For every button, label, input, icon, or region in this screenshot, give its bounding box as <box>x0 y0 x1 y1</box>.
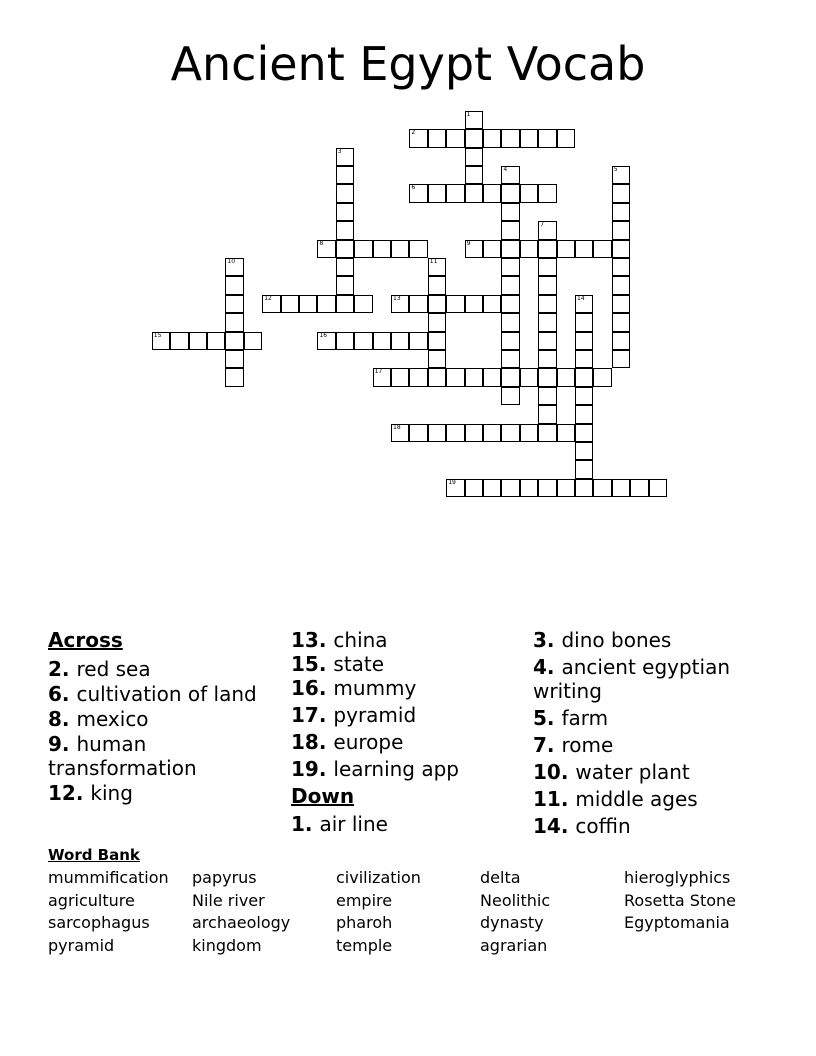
grid-cell[interactable] <box>612 203 630 221</box>
grid-cell[interactable] <box>225 350 243 368</box>
clue-num: 16. <box>291 676 334 700</box>
word-bank-word: archaeology <box>192 913 291 933</box>
grid-cell[interactable] <box>593 240 611 258</box>
grid-cell[interactable] <box>575 460 593 478</box>
clue-num: 10. <box>533 760 576 784</box>
grid-cell[interactable] <box>409 240 427 258</box>
grid-cell[interactable] <box>152 332 170 350</box>
grid-cell[interactable] <box>391 240 409 258</box>
grid-cell[interactable] <box>501 424 519 442</box>
clue-num: 6. <box>48 682 77 706</box>
word-bank-word: Rosetta Stone <box>624 890 737 910</box>
grid-cell[interactable] <box>225 332 243 350</box>
grid-cell[interactable] <box>557 368 575 386</box>
clue-num: 12. <box>48 781 91 805</box>
clue-num: 7. <box>533 733 562 757</box>
grid-cell[interactable] <box>501 221 519 239</box>
grid-cell[interactable] <box>501 276 519 294</box>
grid-cell[interactable] <box>575 405 593 423</box>
grid-cell[interactable] <box>391 368 409 386</box>
grid-cell[interactable] <box>428 295 446 313</box>
word-bank-column <box>480 867 550 957</box>
clue-number: 9 <box>466 239 471 247</box>
grid-cell[interactable] <box>612 240 630 258</box>
grid-cell[interactable] <box>428 184 446 202</box>
word-bank-word: civilization <box>336 868 421 887</box>
clue-num: 14. <box>533 814 576 838</box>
grid-cell[interactable] <box>373 240 391 258</box>
grid-cell[interactable] <box>501 368 519 386</box>
page-title: Ancient Egypt Vocab <box>170 37 646 91</box>
grid-cell[interactable] <box>501 332 519 350</box>
word-bank-column <box>336 867 421 957</box>
clue-number: 10 <box>227 258 236 265</box>
clue-num: 4. <box>533 655 562 679</box>
grid-cell[interactable] <box>336 332 354 350</box>
clue-num: 8. <box>48 707 77 731</box>
clue-num: 18. <box>291 730 334 754</box>
clue-text: rome <box>561 733 614 757</box>
grid-cell[interactable] <box>520 368 538 386</box>
grid-cell[interactable] <box>189 332 207 350</box>
grid-cell[interactable] <box>336 166 354 184</box>
clues-column-2 <box>291 628 521 836</box>
grid-cell[interactable] <box>538 313 556 331</box>
clue-num: 5. <box>533 706 562 730</box>
clue-number: 2 <box>411 129 416 137</box>
grid-cell[interactable] <box>428 424 446 442</box>
clue-item <box>533 706 773 730</box>
grid-cell[interactable] <box>409 295 427 313</box>
clues-column-1 <box>48 628 278 805</box>
word-bank-word: kingdom <box>192 935 262 955</box>
grid-cell[interactable] <box>465 295 483 313</box>
grid-cell[interactable] <box>446 295 464 313</box>
grid-cell[interactable] <box>465 240 483 258</box>
clue-item <box>533 655 773 703</box>
grid-cell[interactable] <box>557 129 575 147</box>
word-bank-word: hieroglyphics <box>624 868 731 887</box>
clue-text: king <box>90 781 133 805</box>
clue-item <box>48 781 278 805</box>
grid-cell[interactable] <box>373 332 391 350</box>
grid-cell[interactable] <box>612 166 630 184</box>
clue-text: water plant <box>575 760 690 784</box>
grid-cell[interactable] <box>557 479 575 497</box>
clue-item <box>291 703 521 727</box>
grid-cell[interactable] <box>483 479 501 497</box>
clue-text: red sea <box>76 657 151 681</box>
grid-cell[interactable] <box>354 295 372 313</box>
grid-cell[interactable] <box>483 129 501 147</box>
clue-num: 3. <box>533 628 562 652</box>
grid-cell[interactable] <box>428 276 446 294</box>
clue-text: middle ages <box>575 787 698 811</box>
clue-number: 12 <box>264 294 272 302</box>
grid-cell[interactable] <box>391 295 409 313</box>
word-bank-title: Word Bank <box>48 846 140 864</box>
word-bank-column <box>624 867 736 935</box>
grid-cell[interactable] <box>575 442 593 460</box>
clue-item <box>291 757 521 781</box>
clue-item <box>533 733 773 757</box>
word-bank-word: agrarian <box>480 935 548 955</box>
grid-cell[interactable] <box>612 350 630 368</box>
grid-cell[interactable] <box>465 148 483 166</box>
clue-number: 18 <box>393 423 401 431</box>
grid-cell[interactable] <box>428 258 446 276</box>
clue-text: cultivation of land <box>76 682 257 706</box>
grid-cell[interactable] <box>575 313 593 331</box>
grid-cell[interactable] <box>428 350 446 368</box>
clue-number: 1 <box>466 110 471 118</box>
clue-number: 14 <box>577 294 585 302</box>
grid-cell[interactable] <box>336 258 354 276</box>
grid-cell[interactable] <box>428 313 446 331</box>
grid-cell[interactable] <box>336 148 354 166</box>
clue-text: human transformation <box>48 732 197 780</box>
grid-cell[interactable] <box>428 332 446 350</box>
grid-cell[interactable] <box>465 166 483 184</box>
grid-cell[interactable] <box>501 479 519 497</box>
word-bank-word: agriculture <box>48 890 135 910</box>
grid-cell[interactable] <box>483 240 501 258</box>
grid-cell[interactable] <box>446 424 464 442</box>
grid-cell[interactable] <box>575 368 593 386</box>
clue-item <box>291 628 521 652</box>
clue-number: 3 <box>337 147 342 155</box>
down-heading: Down <box>291 784 355 808</box>
clue-num: 11. <box>533 787 576 811</box>
grid-cell[interactable] <box>612 479 630 497</box>
grid-cell[interactable] <box>575 479 593 497</box>
word-bank-word: delta <box>480 868 521 887</box>
grid-cell[interactable] <box>501 240 519 258</box>
grid-cell[interactable] <box>354 240 372 258</box>
grid-cell[interactable] <box>446 184 464 202</box>
clue-number: 17 <box>374 368 383 376</box>
grid-cell[interactable] <box>317 332 335 350</box>
grid-cell[interactable] <box>557 240 575 258</box>
clue-number: 11 <box>429 258 438 265</box>
grid-cell[interactable] <box>501 129 519 147</box>
grid-cell[interactable] <box>575 424 593 442</box>
grid-cell[interactable] <box>446 479 464 497</box>
grid-cell[interactable] <box>557 424 575 442</box>
grid-cell[interactable] <box>630 479 648 497</box>
clue-text: ancient egyptian writing <box>533 655 731 703</box>
clue-text: europe <box>333 730 404 754</box>
grid-cell[interactable] <box>538 368 556 386</box>
word-bank-word: papyrus <box>192 868 257 887</box>
grid-cell[interactable] <box>244 332 262 350</box>
clue-number: 15 <box>153 331 162 339</box>
grid-cell[interactable] <box>336 203 354 221</box>
grid-cell[interactable] <box>465 184 483 202</box>
clue-item <box>291 676 521 700</box>
grid-cell[interactable] <box>520 129 538 147</box>
grid-cell[interactable] <box>538 221 556 239</box>
clue-item <box>533 814 773 838</box>
word-bank-word: pyramid <box>48 935 115 955</box>
grid-cell[interactable] <box>501 387 519 405</box>
clue-item <box>48 732 278 780</box>
grid-cell[interactable] <box>409 368 427 386</box>
grid-cell[interactable] <box>225 313 243 331</box>
word-bank-word: Nile river <box>192 890 265 910</box>
grid-cell[interactable] <box>612 295 630 313</box>
grid-cell[interactable] <box>409 332 427 350</box>
grid-cell[interactable] <box>575 387 593 405</box>
grid-cell[interactable] <box>501 166 519 184</box>
grid-cell[interactable] <box>520 240 538 258</box>
grid-cell[interactable] <box>520 424 538 442</box>
clue-num: 19. <box>291 757 334 781</box>
grid-cell[interactable] <box>483 424 501 442</box>
grid-cell[interactable] <box>354 332 372 350</box>
grid-cell[interactable] <box>612 258 630 276</box>
clue-item <box>291 730 521 754</box>
clue-item <box>48 707 278 731</box>
grid-cell[interactable] <box>538 387 556 405</box>
grid-cell[interactable] <box>465 424 483 442</box>
grid-cell[interactable] <box>428 129 446 147</box>
grid-cell[interactable] <box>501 350 519 368</box>
grid-cell[interactable] <box>225 276 243 294</box>
clue-item <box>533 628 773 652</box>
clue-text: mummy <box>333 676 417 700</box>
grid-cell[interactable] <box>612 276 630 294</box>
grid-cell[interactable] <box>501 203 519 221</box>
grid-cell[interactable] <box>336 276 354 294</box>
grid-cell[interactable] <box>483 295 501 313</box>
clue-number: 5 <box>613 166 618 173</box>
grid-cell[interactable] <box>465 368 483 386</box>
grid-cell[interactable] <box>538 276 556 294</box>
clue-num: 15. <box>291 652 334 676</box>
grid-cell[interactable] <box>520 184 538 202</box>
grid-cell[interactable] <box>336 184 354 202</box>
grid-cell[interactable] <box>317 240 335 258</box>
word-bank-word: Neolithic <box>480 890 551 910</box>
grid-cell[interactable] <box>391 424 409 442</box>
clue-item <box>533 760 773 784</box>
grid-cell[interactable] <box>465 111 483 129</box>
grid-cell[interactable] <box>317 295 335 313</box>
clue-text: learning app <box>333 757 460 781</box>
grid-cell[interactable] <box>575 295 593 313</box>
clue-text: china <box>333 628 388 652</box>
word-bank-word: Egyptomania <box>624 913 730 933</box>
grid-cell[interactable] <box>538 258 556 276</box>
grid-cell[interactable] <box>428 368 446 386</box>
grid-cell[interactable] <box>575 350 593 368</box>
grid-cell[interactable] <box>281 295 299 313</box>
clue-number: 4 <box>503 166 508 173</box>
grid-cell[interactable] <box>501 295 519 313</box>
clue-item <box>533 787 773 811</box>
grid-cell[interactable] <box>538 240 556 258</box>
clue-text: state <box>333 652 385 676</box>
grid-cell[interactable] <box>538 479 556 497</box>
grid-cell[interactable] <box>170 332 188 350</box>
grid-cell[interactable] <box>225 295 243 313</box>
clue-number: 7 <box>540 221 545 229</box>
clue-number: 16 <box>319 331 328 339</box>
clue-num: 13. <box>291 628 334 652</box>
grid-cell[interactable] <box>409 129 427 147</box>
clue-item <box>291 812 521 836</box>
clue-text: air line <box>319 812 388 836</box>
grid-cell[interactable] <box>538 129 556 147</box>
word-bank-word: temple <box>336 935 393 955</box>
grid-cell[interactable] <box>612 332 630 350</box>
grid-cell[interactable] <box>593 479 611 497</box>
clue-num: 9. <box>48 732 77 756</box>
clues-column-3 <box>533 628 773 838</box>
grid-cell[interactable] <box>612 313 630 331</box>
grid-cell[interactable] <box>225 368 243 386</box>
grid-cell[interactable] <box>649 479 667 497</box>
clue-number: 19 <box>448 478 456 486</box>
grid-cell[interactable] <box>391 332 409 350</box>
grid-cell[interactable] <box>612 221 630 239</box>
grid-cell[interactable] <box>336 240 354 258</box>
clue-text: coffin <box>575 814 631 838</box>
grid-cell[interactable] <box>336 221 354 239</box>
clue-item <box>48 682 278 706</box>
grid-cell[interactable] <box>336 295 354 313</box>
grid-cell[interactable] <box>483 368 501 386</box>
grid-cell[interactable] <box>538 184 556 202</box>
grid-cell[interactable] <box>207 332 225 350</box>
grid-cell[interactable] <box>446 368 464 386</box>
clue-item <box>48 657 278 681</box>
grid-cell[interactable] <box>593 368 611 386</box>
word-bank-word: sarcophagus <box>48 913 150 933</box>
grid-cell[interactable] <box>501 313 519 331</box>
grid-cell[interactable] <box>538 405 556 423</box>
grid-cell[interactable] <box>538 332 556 350</box>
grid-cell[interactable] <box>538 350 556 368</box>
grid-cell[interactable] <box>520 479 538 497</box>
clue-num: 2. <box>48 657 77 681</box>
word-bank-word: mummification <box>48 868 169 887</box>
grid-cell[interactable] <box>483 184 501 202</box>
grid-cell[interactable] <box>409 424 427 442</box>
word-bank-column <box>192 867 290 957</box>
clue-text: farm <box>561 706 609 730</box>
grid-cell[interactable] <box>225 258 243 276</box>
grid-cell[interactable] <box>538 295 556 313</box>
grid-cell[interactable] <box>612 184 630 202</box>
word-bank-word: pharoh <box>336 913 393 933</box>
grid-cell[interactable] <box>409 184 427 202</box>
grid-cell[interactable] <box>575 240 593 258</box>
clue-number: 8 <box>319 239 324 247</box>
clue-text: pyramid <box>333 703 417 727</box>
clue-item <box>291 652 521 676</box>
grid-cell[interactable] <box>262 295 280 313</box>
grid-cell[interactable] <box>299 295 317 313</box>
clue-number: 13 <box>393 294 401 302</box>
grid-cell[interactable] <box>501 258 519 276</box>
grid-cell[interactable] <box>575 332 593 350</box>
clue-num: 1. <box>291 812 320 836</box>
grid-cell[interactable] <box>465 479 483 497</box>
grid-cell[interactable] <box>373 368 391 386</box>
grid-cell[interactable] <box>465 129 483 147</box>
clue-num: 17. <box>291 703 334 727</box>
grid-cell[interactable] <box>501 184 519 202</box>
clue-text: mexico <box>76 707 149 731</box>
clue-number: 6 <box>411 184 416 192</box>
across-heading: Across <box>48 628 123 652</box>
clue-text: dino bones <box>561 628 672 652</box>
grid-cell[interactable] <box>446 129 464 147</box>
grid-cell[interactable] <box>538 424 556 442</box>
word-bank-word: dynasty <box>480 913 544 933</box>
word-bank-column <box>48 867 169 957</box>
word-bank-word: empire <box>336 890 393 910</box>
